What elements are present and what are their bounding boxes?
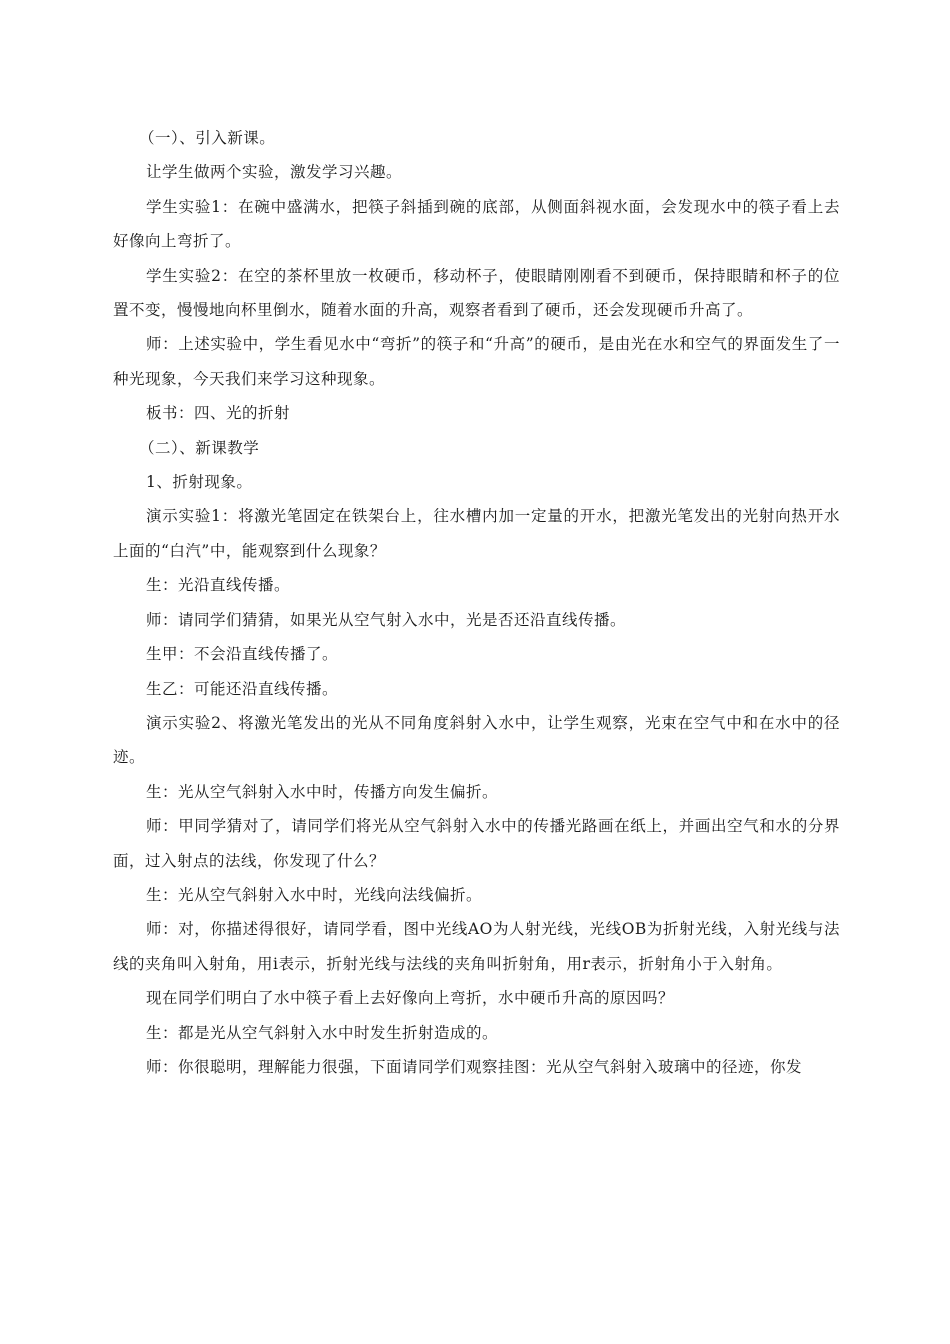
- paragraph: 师：你很聪明，理解能力很强，下面请同学们观察挂图：光从空气斜射入玻璃中的径迹，你发: [146, 1057, 803, 1076]
- subheading: 1、折射现象。: [146, 473, 253, 492]
- paragraph: 师：甲同学猜对了，请同学们将光从空气斜射入水中的传播光路画在纸上，并画出空气和水的分界面，过入射点的法线，你发现了什么？: [113, 817, 840, 870]
- paragraph: 师：上述实验中，学生看见水中“弯折”的筷子和“升高”的硬币，是由光在水和空气的界面发生了一种光现象，今天我们来学习这种现象。: [113, 335, 840, 388]
- paragraph: 让学生做两个实验，激发学习兴趣。: [146, 163, 403, 182]
- paragraph: 师：请同学们猜猜，如果光从空气射入水中，光是否还沿直线传播。: [146, 610, 627, 629]
- paragraph: 生甲：不会沿直线传播了。: [146, 645, 339, 664]
- section-heading-intro: （一）、引入新课。: [139, 129, 276, 147]
- paragraph: 学生实验2：在空的茶杯里放一枚硬币，移动杯子，使眼睛刚刚看不到硬币，保持眼睛和杯子的位置不变，慢慢地向杯里倒水，随着水面的升高，观察者看到了硬币，还会发现硬币升高了。: [113, 266, 840, 320]
- paragraph: 现在同学们明白了水中筷子看上去好像向上弯折，水中硬币升高的原因吗？: [146, 989, 675, 1008]
- paragraph: 生：光从空气斜射入水中时，传播方向发生偏折。: [146, 782, 499, 801]
- document-body: [113, 121, 840, 1084]
- paragraph: 生：光从空气斜射入水中时，光线向法线偏折。: [146, 885, 483, 904]
- paragraph: 师：对，你描述得很好，请同学看，图中光线AO为人射光线，光线OB为折射光线，入射光线与法线的夹角叫入射角，用i表示，折射光线与法线的夹角叫折射角，用r表示，折射角小于入射角。: [113, 920, 840, 973]
- paragraph: 生：都是光从空气斜射入水中时发生折射造成的。: [146, 1023, 499, 1042]
- paragraph: 演示实验2、将激光笔发出的光从不同角度斜射入水中，让学生观察，光束在空气中和在水中的径迹。: [113, 713, 840, 767]
- paragraph: 学生实验1：在碗中盛满水，把筷子斜插到碗的底部，从侧面斜视水面，会发现水中的筷子看上去好像向上弯折了。: [113, 197, 840, 251]
- section-heading-new-lesson: （二）、新课教学: [139, 438, 260, 457]
- paragraph: 演示实验1：将激光笔固定在铁架台上，往水槽内加一定量的开水，把激光笔发出的光射向热开水上面的“白汽”中，能观察到什么现象？: [113, 507, 840, 560]
- paragraph: 生：光沿直线传播。: [146, 576, 291, 595]
- paragraph: 生乙：可能还沿直线传播。: [146, 679, 339, 698]
- board-writing: 板书：四、光的折射: [146, 404, 291, 423]
